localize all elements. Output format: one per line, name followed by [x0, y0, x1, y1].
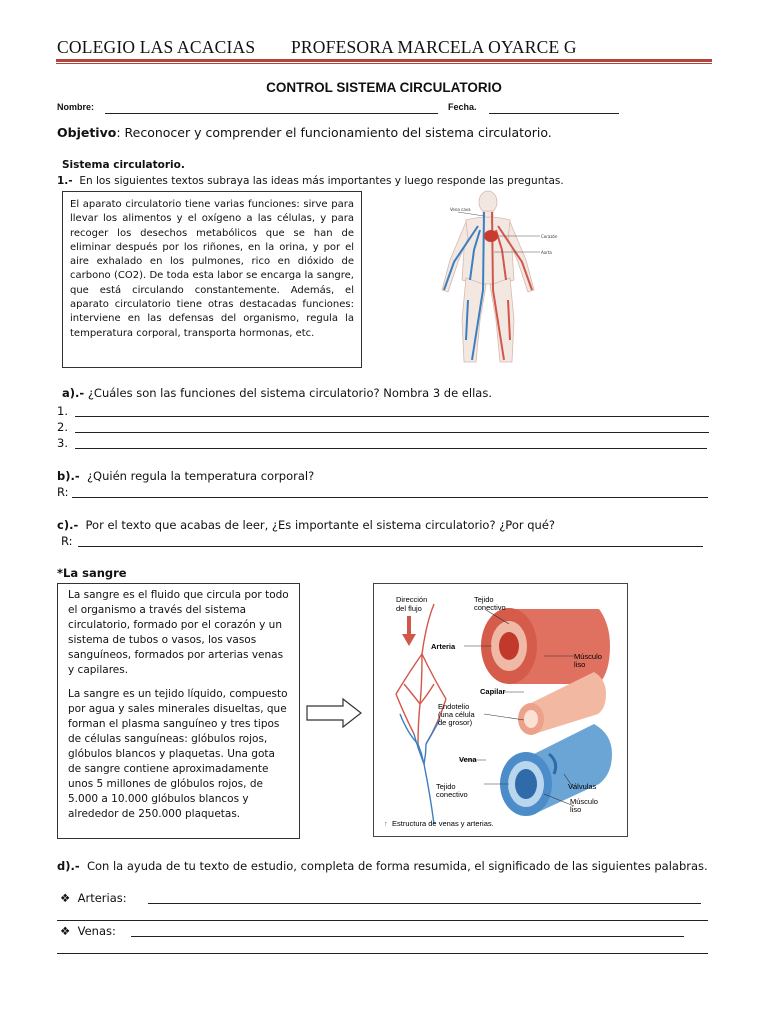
- answer-a-2-number: 2.: [57, 420, 68, 434]
- arterias-line-1[interactable]: [148, 903, 701, 904]
- label-flow-1: Dirección: [396, 595, 428, 604]
- label-vena: Vena: [459, 755, 477, 764]
- page-title: CONTROL SISTEMA CIRCULATORIO: [266, 80, 502, 95]
- question-b-text: ¿Quién regula la temperatura corporal?: [86, 469, 315, 483]
- answer-a-3-line[interactable]: [75, 448, 707, 449]
- question-b-label: b).-: [57, 469, 80, 483]
- artery-vessel: [481, 608, 610, 684]
- section-heading: Sistema circulatorio.: [62, 159, 185, 171]
- label-musculo-2a: Músculo: [570, 797, 598, 806]
- diamond-bullet-icon: ❖: [60, 891, 71, 905]
- label-valvulas: Válvulas: [568, 782, 597, 791]
- label-tejido-1b: conectivo: [474, 603, 506, 612]
- answer-a-1-line[interactable]: [75, 416, 709, 417]
- label-endotelio-a: Endotelio: [438, 702, 470, 711]
- circulatory-body-diagram: [428, 190, 573, 368]
- right-arrow-icon: [306, 697, 362, 729]
- sangre-heading: *La sangre: [57, 566, 127, 580]
- question-1: [57, 175, 564, 187]
- header-rule: [56, 59, 712, 62]
- sangre-paragraph-1: La sangre es el fluido que circula por todo el organismo a través del sistema circulatorio, formado por el corazón y un sistema de tubos o vasos, los vasos sanguíneos, formados por arterias venas y capilares.: [68, 589, 289, 676]
- reading-text-box: [62, 191, 362, 368]
- question-a: [62, 386, 492, 400]
- objective-text: : Reconocer y comprender el funcionamiento del sistema circulatorio.: [116, 125, 552, 140]
- answer-c-line[interactable]: [78, 546, 703, 547]
- answer-b-line[interactable]: [72, 497, 708, 498]
- arterias-item: [60, 891, 127, 905]
- label-capilar: Capilar: [480, 687, 506, 696]
- venas-label: Venas:: [77, 924, 116, 938]
- question-b: [57, 469, 314, 483]
- sangre-text-box: [57, 583, 300, 839]
- caption-arrow-icon: ↑: [384, 819, 388, 828]
- label-tejido-2a: Tejido: [436, 782, 456, 791]
- name-label: Nombre:: [57, 102, 95, 112]
- heart-icon: [484, 230, 498, 242]
- date-label: Fecha.: [448, 102, 477, 112]
- header-rule-thin: [56, 63, 712, 64]
- label-musculo-1a: Músculo: [574, 652, 602, 661]
- question-1-number: 1.-: [57, 175, 73, 187]
- question-d: [57, 858, 711, 874]
- sangre-paragraph-2: La sangre es un tejido líquido, compuesto por agua y sales minerales disueltas, que forman el plasma sanguíneo y tres tipos de células sanguíneas: glóbulos rojos, glóbulos blancos y plaquetas. Una gota de sangre contiene aproximadamente unos 5 millones de glóbulos rojos, de 5.000 a 10.000 glóbulos blancos y alrededor de 250.000 plaquetas.: [68, 688, 288, 820]
- school-name: COLEGIO LAS ACACIAS: [57, 37, 256, 57]
- label-tejido-2b: conectivo: [436, 790, 468, 799]
- body-label-vena: Vena cava: [450, 207, 471, 212]
- question-a-label: a).-: [62, 386, 85, 400]
- date-field[interactable]: [489, 113, 619, 114]
- objective: [57, 125, 552, 140]
- venas-line-2[interactable]: [57, 953, 708, 954]
- label-flow-2: del flujo: [396, 604, 422, 613]
- arterias-line-2[interactable]: [57, 920, 708, 921]
- answer-c-label: R:: [61, 534, 73, 548]
- label-musculo-1b: liso: [574, 660, 586, 669]
- teacher-name: PROFESORA MARCELA OYARCE G: [291, 37, 577, 57]
- diagram-caption: Estructura de venas y arterias.: [392, 819, 494, 828]
- answer-a-3-number: 3.: [57, 436, 68, 450]
- body-label-corazon: Corazón: [541, 234, 558, 239]
- name-field[interactable]: [105, 113, 438, 114]
- question-c-text: Por el texto que acabas de leer, ¿Es importante el sistema circulatorio? ¿Por qué?: [85, 518, 556, 532]
- question-c-label: c).-: [57, 518, 79, 532]
- question-d-text: Con la ayuda de tu texto de estudio, completa de forma resumida, el significado de las siguientes palabras.: [86, 859, 708, 873]
- question-1-instruction: En los siguientes textos subraya las ideas más importantes y luego responde las preguntas.: [79, 175, 564, 187]
- question-c: [57, 518, 555, 532]
- diamond-bullet-icon: ❖: [60, 924, 71, 938]
- venas-line-1[interactable]: [131, 936, 684, 937]
- flow-arrow-icon: [402, 634, 416, 646]
- reading-text: El aparato circulatorio tiene varias funciones: sirve para llevar los alimentos y el oxígeno a las células, y para recoger los desechos metabólicos que se han de eliminar después por los riñones, en la orina, y por el aire exhalado en los pulmones, rico en dióxido de carbono (CO2). De toda esta labor se encarga la sangre, que está circulando constantemente. Además, el aparato circulatorio tiene otras destacadas funciones: interviene en las defensas del organismo, regula la temperatura corporal, transporta hormonas, etc.: [70, 199, 354, 339]
- label-endotelio-b: (una célula: [438, 710, 475, 719]
- answer-b-label: R:: [57, 485, 69, 499]
- label-endotelio-c: de grosor): [438, 718, 473, 727]
- label-musculo-2b: liso: [570, 805, 582, 814]
- vessel-structure-diagram: [374, 584, 627, 836]
- label-tejido-1a: Tejido: [474, 595, 494, 604]
- body-label-aorta: Aorta: [541, 250, 552, 255]
- venas-item: [60, 924, 116, 938]
- arterias-label: Arterias:: [77, 891, 127, 905]
- label-arteria: Arteria: [431, 642, 456, 651]
- question-a-text: ¿Cuáles son las funciones del sistema circulatorio? Nombra 3 de ellas.: [87, 386, 493, 400]
- objective-label: Objetivo: [57, 125, 117, 140]
- answer-a-2-line[interactable]: [75, 432, 709, 433]
- answer-a-1-number: 1.: [57, 404, 68, 418]
- question-d-label: d).-: [57, 859, 80, 873]
